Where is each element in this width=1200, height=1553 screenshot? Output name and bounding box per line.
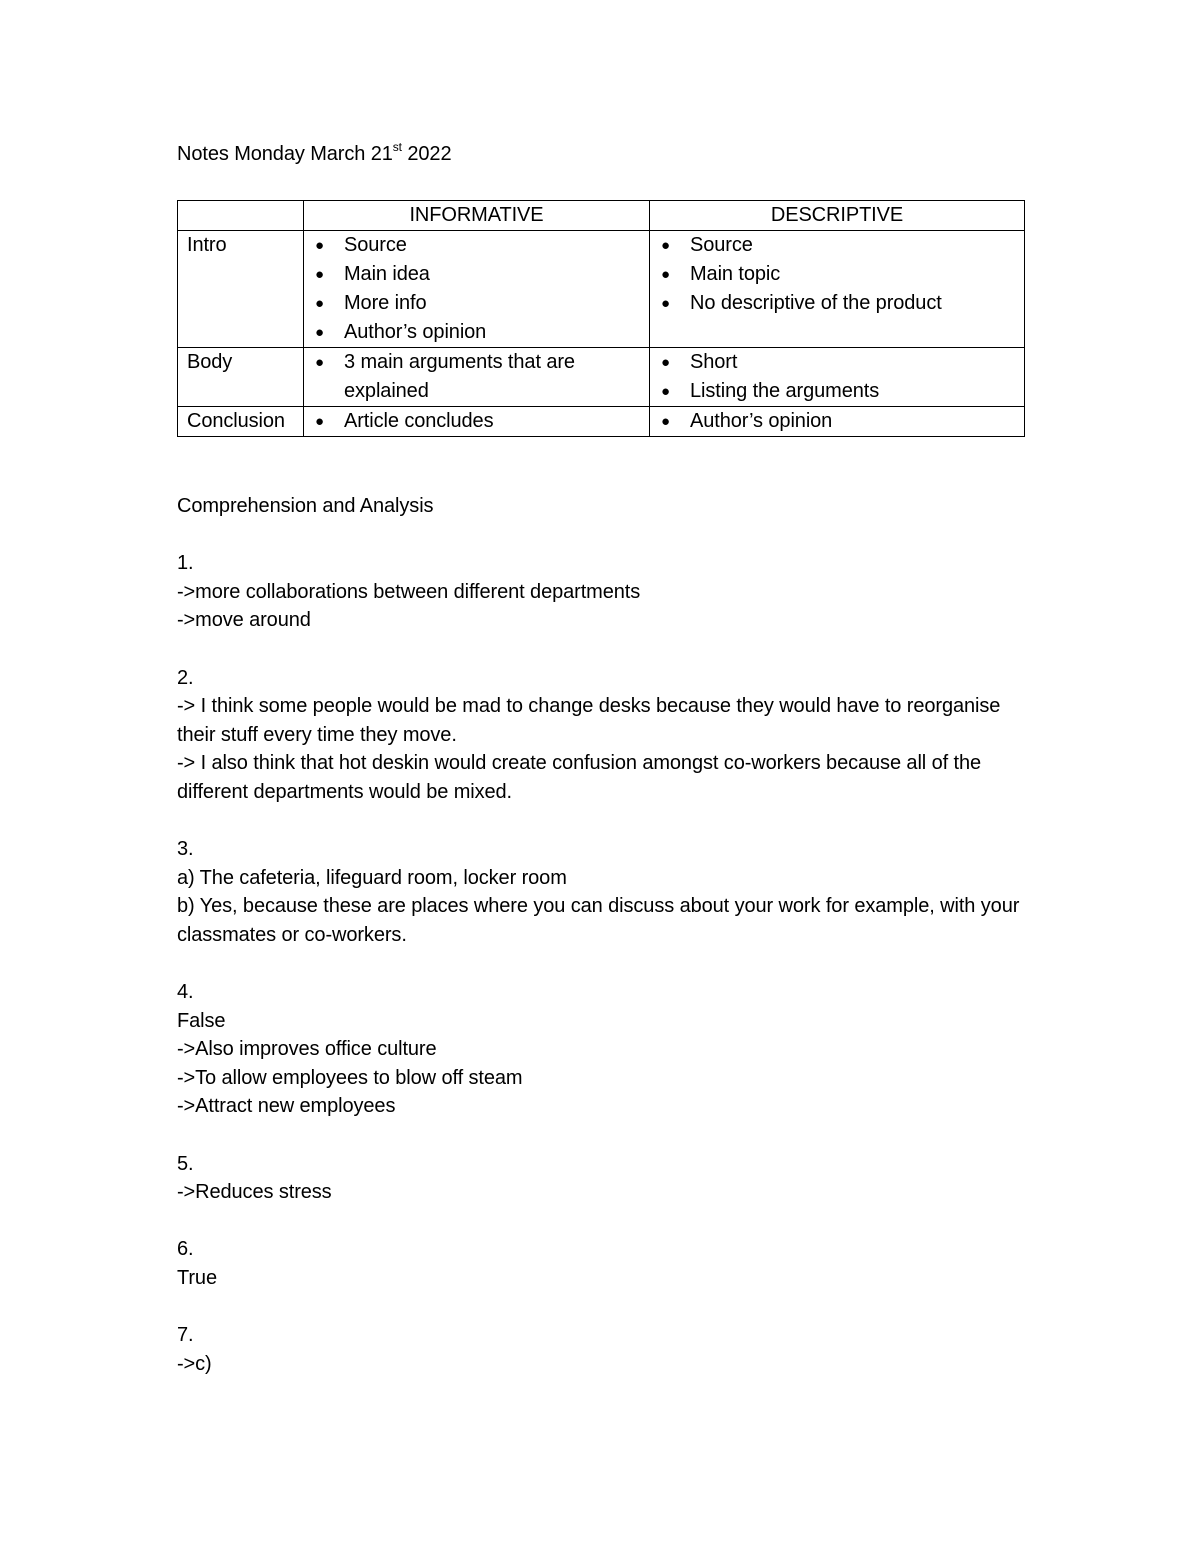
row-label-body: Body: [178, 348, 304, 407]
answer-line: ->Reduces stress: [177, 1181, 332, 1204]
list-item-text: Main idea: [344, 263, 430, 285]
answer-number: 2.: [177, 666, 194, 689]
table-row-body: [178, 348, 1025, 407]
table-row-conclusion: [178, 407, 1025, 437]
answer-number: 6.: [177, 1238, 194, 1261]
answer-number: 7.: [177, 1324, 194, 1347]
header-cell-informative: INFORMATIVE: [304, 201, 650, 231]
list-item: [313, 260, 640, 289]
bullet-icon: ●: [661, 383, 670, 400]
list-item: [313, 289, 640, 318]
bullet-icon: ●: [661, 354, 670, 371]
bullet-icon: ●: [315, 324, 324, 341]
spacer: [177, 635, 1037, 664]
notes-table: [177, 200, 1025, 437]
page-title: [177, 140, 1037, 169]
spacer: [177, 1293, 1037, 1322]
list-item-text: Article concludes: [344, 410, 494, 432]
bullet-icon: ●: [315, 237, 324, 254]
answer-line: a) The cafeteria, lifeguard room, locker room: [177, 866, 567, 889]
answer-line: ->To allow employees to blow off steam: [177, 1066, 523, 1089]
list-item-text: No descriptive of the product: [690, 292, 942, 314]
list-item-text: Main topic: [690, 263, 781, 285]
spacer: [177, 521, 1037, 550]
document-body: [177, 140, 1037, 1375]
bullet-icon: ●: [315, 354, 324, 371]
bullet-icon: ●: [661, 237, 670, 254]
spacer: [177, 1207, 1037, 1236]
answer-number: 3.: [177, 838, 194, 861]
list-item: [659, 407, 1015, 436]
intro-descriptive-cell: [650, 231, 1025, 348]
list-item: [313, 407, 640, 436]
list-item: [659, 377, 1015, 406]
list-item: [313, 318, 640, 347]
list-item-text: Source: [344, 234, 407, 256]
answer-line: ->c): [177, 1352, 212, 1375]
bullet-icon: ●: [661, 413, 670, 430]
answer-number: 1.: [177, 552, 194, 575]
answer-line: ->more collaborations between different departments: [177, 580, 641, 603]
intro-informative-cell: [304, 231, 650, 348]
answer-number: 5.: [177, 1152, 194, 1175]
list-item: [659, 289, 1015, 318]
answer-line: ->Also improves office culture: [177, 1038, 437, 1061]
answer-line: False: [177, 1009, 226, 1032]
list-item-text: 3 main arguments that are explained: [344, 351, 575, 402]
title-suffix: 2022: [401, 143, 452, 165]
list-item-text: Listing the arguments: [690, 380, 880, 402]
conclusion-informative-list: [313, 407, 640, 436]
row-label-intro: Intro: [178, 231, 304, 348]
answer-line: True: [177, 1267, 217, 1290]
answer-line: ->Attract new employees: [177, 1095, 396, 1118]
list-item: [313, 348, 640, 406]
body-informative-cell: [304, 348, 650, 407]
table-header-row: [178, 201, 1025, 231]
spacer: [177, 1121, 1037, 1150]
list-item-text: Author’s opinion: [690, 410, 833, 432]
answer-line: ->move around: [177, 609, 311, 632]
header-cell-descriptive: DESCRIPTIVE: [650, 201, 1025, 231]
bullet-icon: ●: [661, 266, 670, 283]
table-row-intro: [178, 231, 1025, 348]
spacer: [177, 950, 1037, 979]
conclusion-descriptive-list: [659, 407, 1015, 436]
list-item: [659, 260, 1015, 289]
body-informative-list: [313, 348, 640, 406]
list-item-text: Source: [690, 234, 753, 256]
title-superscript: st: [392, 140, 402, 155]
comprehension-section: [177, 492, 1037, 1378]
answer-number: 4.: [177, 981, 194, 1004]
list-item: [313, 231, 640, 260]
row-label-conclusion: Conclusion: [178, 407, 304, 437]
spacer: [177, 807, 1037, 836]
intro-informative-list: [313, 231, 640, 347]
body-descriptive-cell: [650, 348, 1025, 407]
bullet-icon: ●: [315, 295, 324, 312]
bullet-icon: ●: [661, 295, 670, 312]
answer-line: b) Yes, because these are places where you can discuss about your work for example, with your classmates or co-workers.: [177, 895, 1020, 946]
conclusion-informative-cell: [304, 407, 650, 437]
answer-line: -> I think some people would be mad to change desks because they would have to reorganise their stuff every time they move.: [177, 695, 1001, 746]
list-item-text: More info: [344, 292, 427, 314]
list-item: [659, 348, 1015, 377]
header-cell-empty: [178, 201, 304, 231]
bullet-icon: ●: [315, 413, 324, 430]
list-item-text: Author’s opinion: [344, 321, 487, 343]
body-descriptive-list: [659, 348, 1015, 406]
bullet-icon: ●: [315, 266, 324, 283]
conclusion-descriptive-cell: [650, 407, 1025, 437]
intro-descriptive-list: [659, 231, 1015, 318]
title-prefix: Notes Monday March 21: [177, 143, 393, 165]
section-title: Comprehension and Analysis: [177, 495, 434, 517]
answer-line: -> I also think that hot deskin would create confusion amongst co-workers because all of the different departments would be mixed.: [177, 752, 982, 803]
list-item: [659, 231, 1015, 260]
list-item-text: Short: [690, 351, 738, 373]
